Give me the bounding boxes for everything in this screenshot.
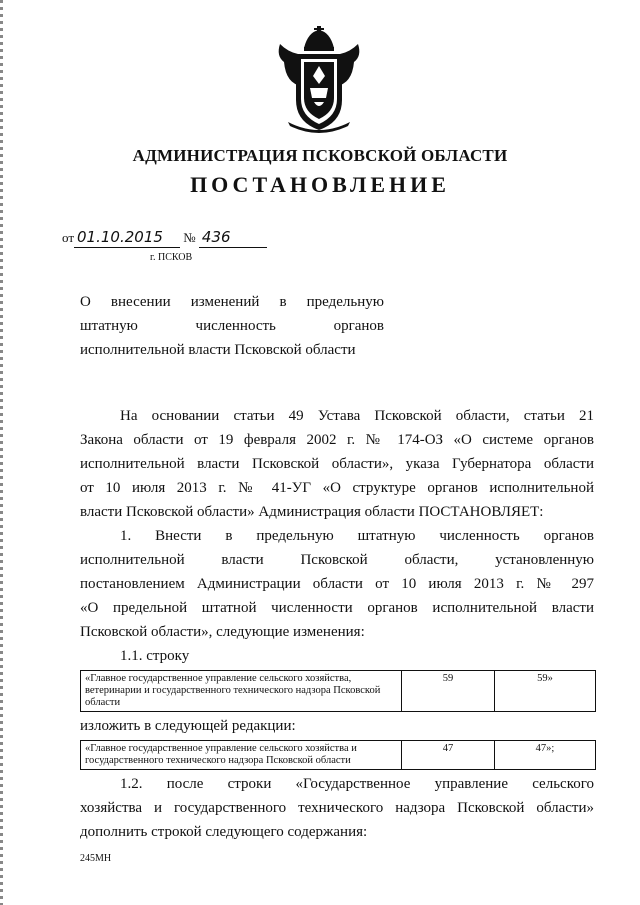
text-line: дополнить строкой следующего содержания:: [80, 824, 368, 840]
new-row-table: [80, 740, 596, 770]
text-line: исполнительной власти Псковской области, установленную: [80, 552, 594, 568]
item-1-paragraph: [80, 524, 594, 644]
number-handwritten: 436: [199, 228, 267, 248]
text-line: от 10 июля 2013 г. № 41-УГ «О структуре органов исполнительной: [80, 480, 594, 496]
text-line: «О предельной штатной численности органов исполнительной власти: [80, 600, 594, 616]
preamble-paragraph: [80, 404, 594, 524]
text-line: 1.2. после строки «Государственное управление сельского: [120, 776, 594, 792]
table-row: [81, 741, 596, 770]
table-cell-value: 47»;: [495, 741, 596, 770]
table-cell-value: 47: [402, 741, 495, 770]
footer-code: 245МН: [80, 853, 112, 864]
replace-text: изложить в следующей редакции:: [80, 718, 296, 734]
text-line: 1. Внести в предельную штатную численность органов: [120, 528, 594, 544]
date-prefix: от: [62, 230, 75, 245]
table-cell-value: 59: [402, 671, 495, 712]
table-cell-name: «Главное государственное управление сельского хозяйства и государственного технического надзора Псковской области: [81, 741, 402, 770]
table-cell-name: «Главное государственное управление сельского хозяйства, ветеринарии и государственного технического надзора Псковской области: [81, 671, 402, 712]
text-line: власти Псковской области» Администрация области ПОСТАНОВЛЯЕТ:: [80, 504, 544, 520]
scan-edge: [0, 0, 3, 905]
document-type: ПОСТАНОВЛЕНИЕ: [190, 172, 450, 197]
document-body: [80, 404, 594, 844]
number-prefix: №: [183, 230, 196, 245]
subject-line: штатную численность органов: [80, 318, 384, 334]
subject-line: исполнительной власти Псковской области: [80, 342, 356, 358]
date-number-line: [62, 228, 267, 248]
city-label: г. ПСКОВ: [150, 252, 193, 263]
text-line: постановлением Администрации области от 10 июля 2013 г. № 297: [80, 576, 594, 592]
old-row-table: [80, 670, 596, 712]
text-line: Псковской области», следующие изменения:: [80, 624, 365, 640]
table-cell-value: 59»: [495, 671, 596, 712]
document-subject: [80, 290, 384, 362]
organization-name: АДМИНИСТРАЦИЯ ПСКОВСКОЙ ОБЛАСТИ: [132, 146, 508, 165]
table-row: [81, 671, 596, 712]
item-1-2-paragraph: [80, 772, 594, 844]
text-line: Закона области от 19 февраля 2002 г. № 174-ОЗ «О системе органов: [80, 432, 594, 448]
text-line: хозяйства и государственного технического надзора Псковской области»: [80, 800, 594, 816]
date-handwritten: 01.10.2015: [74, 228, 180, 248]
text-line: исполнительной власти Псковской области», указа Губернатора области: [80, 456, 594, 472]
item-1-1-text: 1.1. строку: [120, 648, 190, 664]
coat-of-arms-icon: [274, 26, 364, 134]
text-line: На основании статьи 49 Устава Псковской области, статьи 21: [120, 408, 594, 424]
subject-line: О внесении изменений в предельную: [80, 294, 384, 310]
